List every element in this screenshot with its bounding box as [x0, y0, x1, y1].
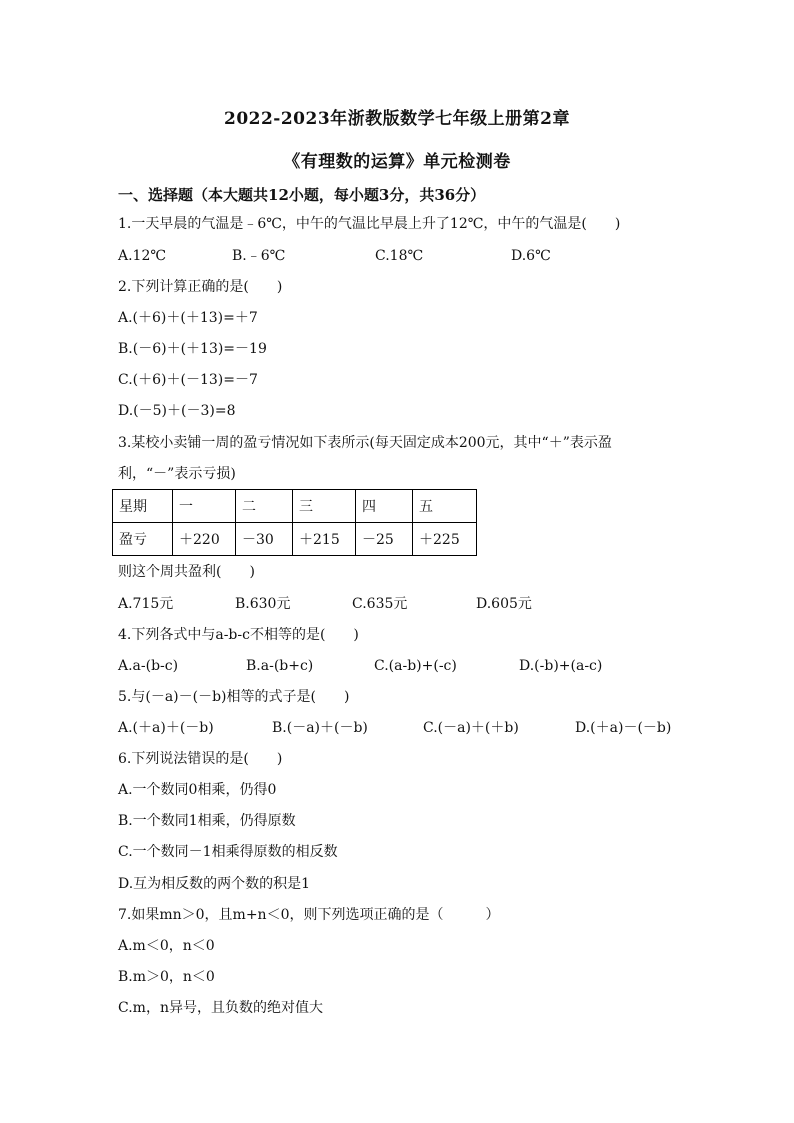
question-5-option-b: B.(－a)＋(－b): [272, 720, 368, 736]
question-3-question: 则这个周共盈利( ): [118, 564, 255, 580]
table-cell: 四: [356, 490, 413, 523]
question-6-option-d: D.互为相反数的两个数的积是1: [118, 876, 311, 892]
table-cell: －25: [356, 523, 413, 556]
table-cell: 盈亏: [113, 523, 173, 556]
table-cell: ＋225: [413, 523, 477, 556]
table-row: [113, 523, 477, 556]
question-3-stem-line2: 利，“－”表示亏损): [118, 466, 236, 482]
question-1-option-d: D.6℃: [511, 248, 551, 264]
question-5-stem: 5.与(－a)－(－b)相等的式子是( ): [118, 689, 350, 705]
table-cell: ＋220: [173, 523, 236, 556]
question-3-option-b: B.630元: [235, 596, 291, 612]
table-cell: 三: [293, 490, 356, 523]
question-3-stem-line1: 3.某校小卖铺一周的盈亏情况如下表所示(每天固定成本200元，其中“＋”表示盈: [118, 435, 612, 451]
question-6-option-b: B.一个数同1相乘，仍得原数: [118, 813, 296, 829]
question-6-stem: 6.下列说法错误的是( ): [118, 751, 283, 767]
question-6-option-a: A.一个数同0相乘，仍得0: [118, 782, 277, 798]
question-7-option-a: A.m＜0，n＜0: [118, 938, 215, 954]
question-6-option-c: C.一个数同－1相乘得原数的相反数: [118, 844, 338, 860]
question-1-option-a: A.12℃: [118, 248, 167, 264]
question-5-option-d: D.(＋a)－(－b): [575, 720, 672, 736]
table-cell: －30: [236, 523, 293, 556]
document-title-line2: 《有理数的运算》单元检测卷: [283, 152, 511, 172]
question-2-option-c: C.(＋6)＋(－13)=－7: [118, 372, 258, 388]
question-2-option-d: D.(－5)＋(－3)=8: [118, 403, 236, 419]
question-1-option-c: C.18℃: [375, 248, 424, 264]
question-3-option-d: D.605元: [476, 596, 532, 612]
question-3-option-a: A.715元: [118, 596, 174, 612]
question-1-option-b: B.﹣6℃: [232, 248, 286, 264]
table-row: [113, 490, 477, 523]
question-4-option-a: A.a-(b-c): [118, 658, 179, 674]
table-cell: 五: [413, 490, 477, 523]
question-4-option-b: B.a-(b+c): [246, 658, 314, 674]
question-5-option-a: A.(＋a)＋(－b): [118, 720, 214, 736]
question-7-stem: 7.如果mn＞0，且m+n＜0，则下列选项正确的是（ ）: [118, 907, 500, 923]
question-5-option-c: C.(－a)＋(＋b): [423, 720, 519, 736]
question-3-option-c: C.635元: [352, 596, 408, 612]
question-2-stem: 2.下列计算正确的是( ): [118, 279, 283, 295]
document-title-line1: 2022-2023年浙教版数学七年级上册第2章: [223, 109, 570, 129]
profit-loss-table: [112, 489, 477, 556]
table-cell: ＋215: [293, 523, 356, 556]
question-4-stem: 4.下列各式中与a-b-c不相等的是( ): [118, 627, 359, 643]
table-cell: 一: [173, 490, 236, 523]
question-7-option-c: C.m，n异号，且负数的绝对值大: [118, 1000, 323, 1016]
question-2-option-b: B.(－6)＋(＋13)=－19: [118, 341, 267, 357]
section-heading: 一、选择题（本大题共12小题，每小题3分，共36分）: [118, 186, 486, 204]
question-7-option-b: B.m＞0，n＜0: [118, 969, 215, 985]
question-4-option-c: C.(a-b)+(-c): [374, 658, 457, 674]
question-4-option-d: D.(-b)+(a-c): [519, 658, 603, 674]
table-cell: 二: [236, 490, 293, 523]
table-cell: 星期: [113, 490, 173, 523]
question-2-option-a: A.(＋6)＋(＋13)=＋7: [118, 310, 258, 326]
question-1-stem: 1.一天早晨的气温是﹣6℃，中午的气温比早晨上升了12℃，中午的气温是( ): [118, 216, 621, 232]
